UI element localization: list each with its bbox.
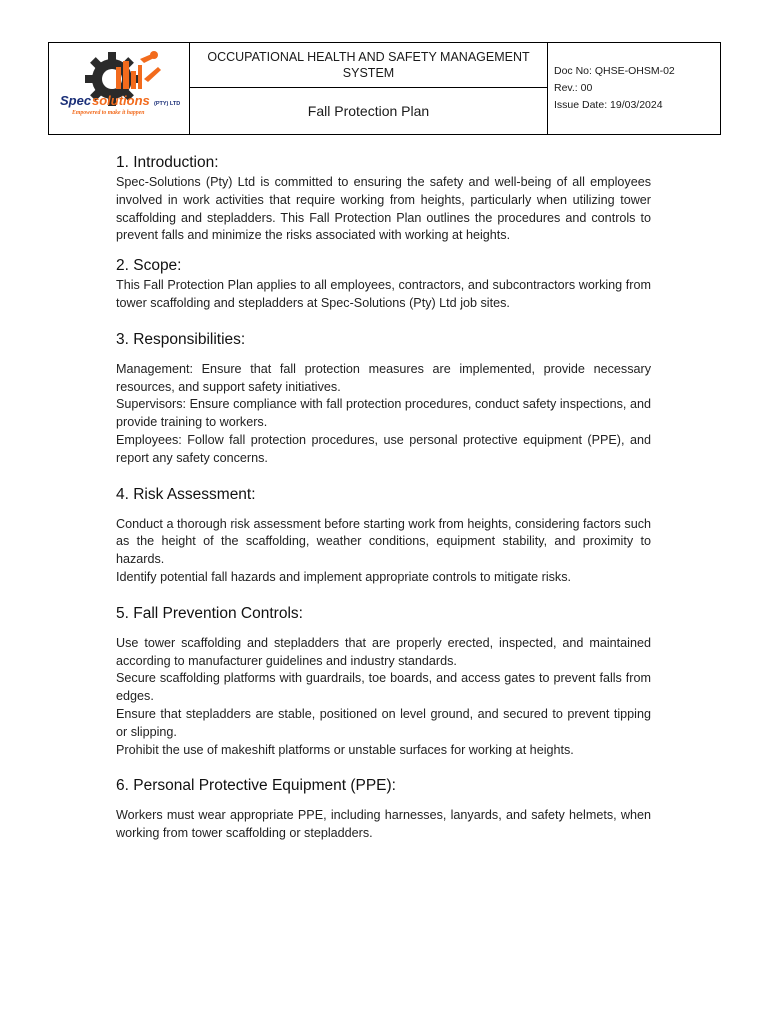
document-body (116, 152, 651, 851)
company-logo (54, 49, 184, 129)
system-title: OCCUPATIONAL HEALTH AND SAFETY MANAGEMENT SYSTEM (190, 43, 547, 88)
section-heading: 3. Responsibilities: (116, 330, 246, 348)
revision: Rev.: 00 (554, 82, 593, 94)
paragraph: Supervisors: Ensure compliance with fall protection procedures, conduct safety inspections, and provide training to workers. (116, 397, 651, 430)
paragraph: Secure scaffolding platforms with guardrails, toe boards, and access gates to prevent falls from edges. (116, 671, 651, 704)
paragraph: Conduct a thorough risk assessment before starting work from heights, considering factors such as the height of the scaffolding, weather conditions, equipment stability, and proximity to hazards. (116, 516, 651, 567)
doc-number: Doc No: QHSE-OHSM-02 (554, 65, 675, 77)
section-risk-assessment (116, 484, 651, 587)
issue-date: Issue Date: 19/03/2024 (554, 99, 663, 111)
section-scope (116, 255, 651, 313)
title-cell (190, 43, 548, 134)
paragraph: Management: Ensure that fall protection measures are implemented, provide necessary resources, and support safety initiatives. (116, 361, 651, 394)
section-heading: 5. Fall Prevention Controls: (116, 604, 303, 622)
paragraph: Spec-Solutions (Pty) Ltd is committed to ensuring the safety and well-being of all employees involved in work activities that require working from heights, particularly when utilizing tower scaffolding and stepladders. This Fall Protection Plan outlines the procedures and controls to prevent falls and minimize the risks associated with working at heights. (116, 175, 651, 243)
paragraph: Identify potential fall hazards and implement appropriate controls to mitigate risks. (116, 569, 572, 584)
section-fall-prevention (116, 603, 651, 760)
section-heading: 4. Risk Assessment: (116, 485, 256, 503)
section-heading: 1. Introduction: (116, 154, 219, 171)
paragraph: This Fall Protection Plan applies to all employees, contractors, and subcontractors working from tower scaffolding and stepladders at Spec-Solutions (Pty) Ltd job sites. (116, 278, 651, 310)
logo-tagline: Empowered to make it happen (72, 109, 145, 116)
paragraph: Use tower scaffolding and stepladders that are properly erected, inspected, and maintained according to manufacturer guidelines and industry standards. (116, 635, 651, 668)
paragraph: Workers must wear appropriate PPE, including harnesses, lanyards, and safety helmets, when working from tower scaffolding or stepladders. (116, 808, 651, 841)
paragraph: Ensure that stepladders are stable, positioned on level ground, and secured to prevent tipping or slipping. (116, 706, 651, 739)
paragraph: Prohibit the use of makeshift platforms or unstable surfaces for working at heights. (116, 742, 574, 757)
section-heading: 2. Scope: (116, 257, 182, 275)
logo-suffix: (PTY) LTD (154, 100, 181, 107)
section-heading: 6. Personal Protective Equipment (PPE): (116, 777, 396, 795)
document-meta (548, 43, 720, 134)
section-introduction (116, 152, 651, 245)
logo-brand-1: Spec (60, 92, 92, 108)
logo-cell (49, 43, 190, 134)
document-header-table (48, 42, 721, 135)
paragraph: Employees: Follow fall protection procedures, use personal protective equipment (PPE), and report any safety concerns. (116, 432, 651, 465)
section-ppe (116, 775, 651, 843)
document-title: Fall Protection Plan (307, 103, 430, 119)
section-responsibilities (116, 329, 651, 468)
logo-brand-2: solutions (92, 92, 150, 108)
